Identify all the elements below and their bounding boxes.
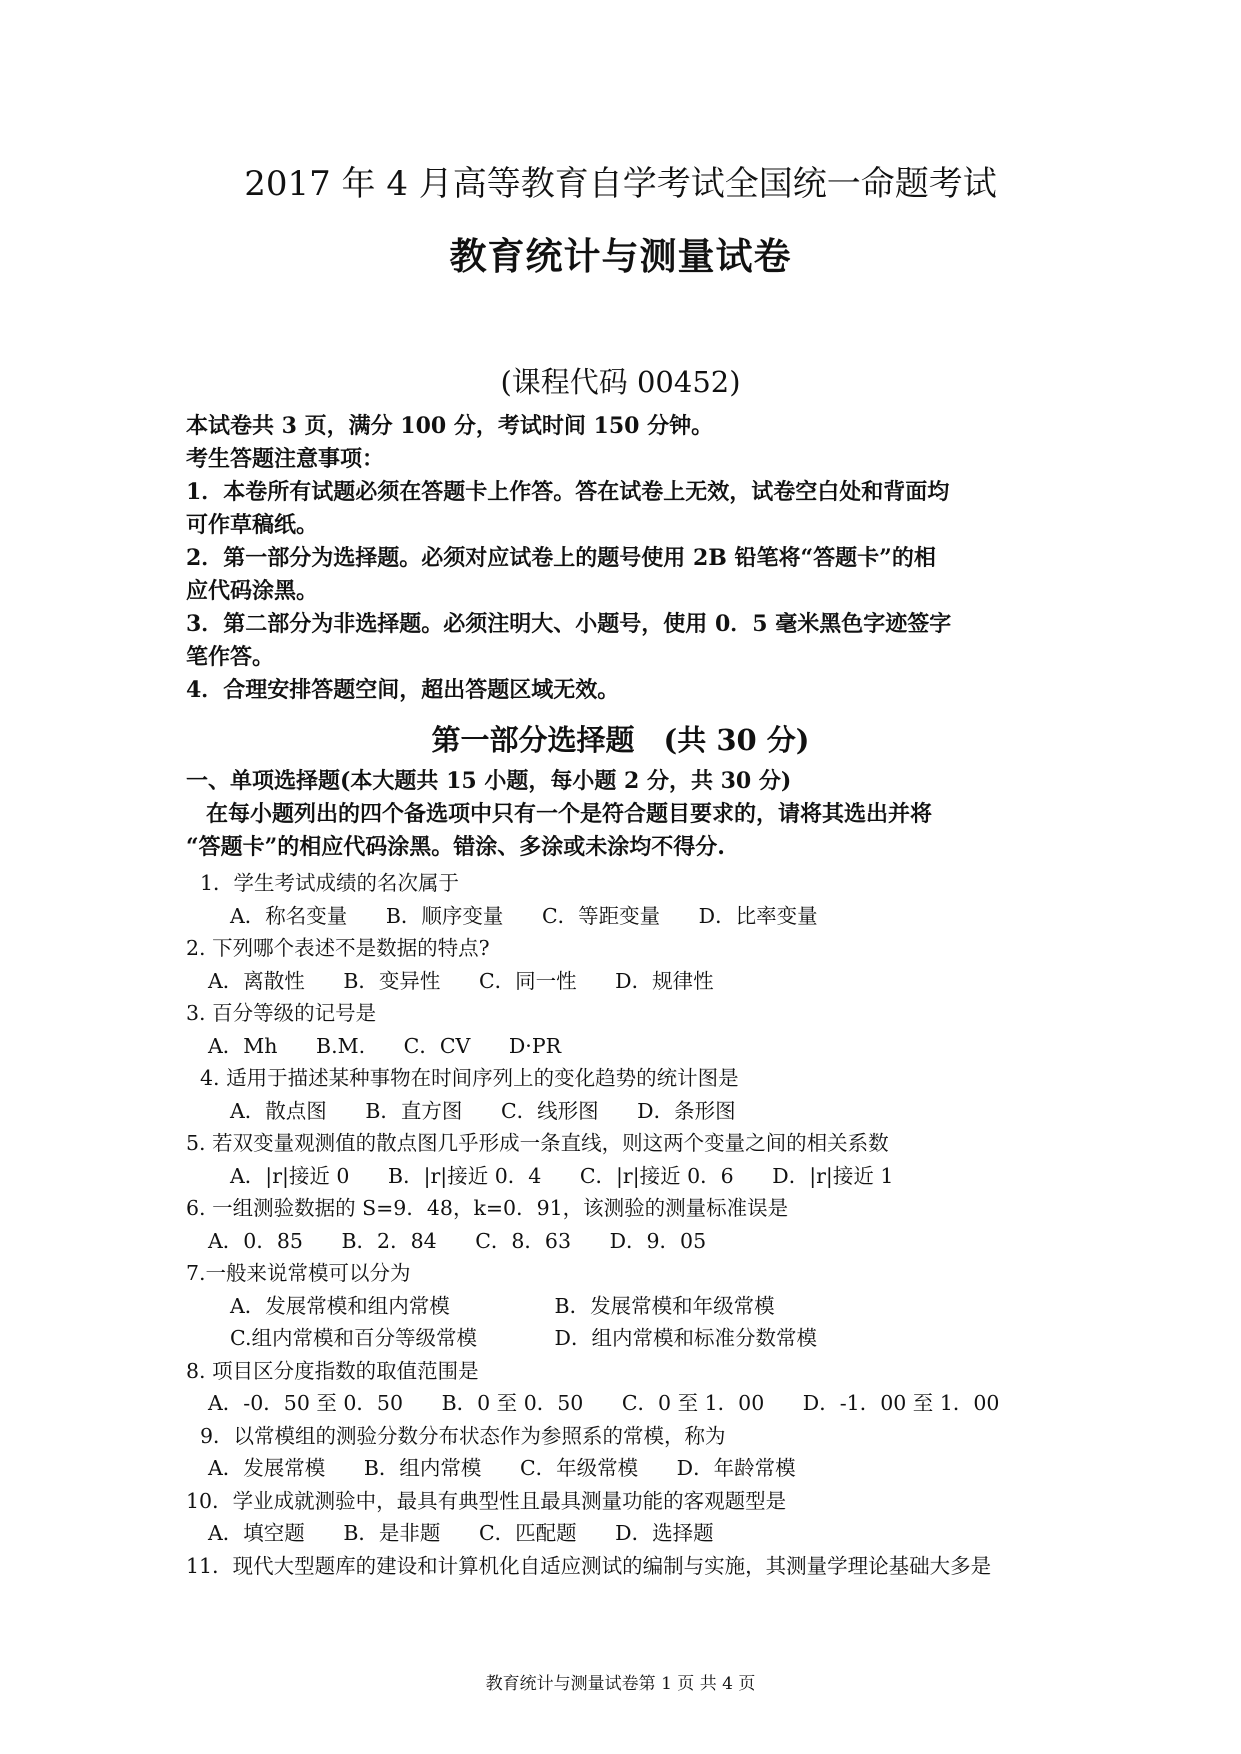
option: C．CV [403,1033,471,1058]
option: D．组内常模和标准分数常模 [554,1326,817,1350]
section-instruction: “答题卡”的相应代码涂黑。错涂、多涂或未涂均不得分. [186,834,725,860]
option: B．0 至 0．50 [441,1391,584,1415]
option-row [186,1322,1066,1355]
question-list [186,867,1066,1582]
course-code: (课程代码 00452) [500,365,741,399]
option: C．8．63 [475,1228,572,1253]
option: B．2．84 [341,1228,437,1253]
option: B．顺序变量 [385,903,504,928]
option: A．发展常模和组内常模 [230,1293,450,1318]
exam-subtitle: 教育统计与测量试卷 [449,234,792,278]
option: D．规律性 [615,968,714,993]
option: B.M. [316,1033,366,1058]
option: C．|r|接近 0．6 [579,1163,734,1188]
question-stem: 5. 若双变量观测值的散点图几乎形成一条直线，则这两个变量之间的相关系数 [186,1131,889,1155]
option-row [186,1517,1066,1550]
option: D．|r|接近 1 [772,1163,894,1188]
notes-line: 3．第二部分为非选择题。必须注明大、小题号，使用 0．5 毫米黑色字迹签字 [186,611,952,637]
part-title: 第一部分选择题 (共 30 分) [431,723,810,757]
option-row [186,1290,1066,1323]
option-row [186,1225,1066,1258]
option: B．发展常模和年级常模 [554,1293,775,1318]
option: D．比率变量 [698,903,818,928]
option: A．填空题 [208,1521,305,1545]
page-footer: 教育统计与测量试卷第 1 页 共 4 页 [485,1674,756,1694]
option: C.组内常模和百分等级常模 [230,1326,477,1350]
question-stem: 4. 适用于描述某种事物在时间序列上的变化趋势的统计图是 [200,1066,739,1090]
option: A．Mh [208,1033,278,1058]
question-stem: 6. 一组测验数据的 S=9．48，k=0．91，该测验的测量标准误是 [186,1196,789,1220]
option: B．|r|接近 0．4 [388,1163,542,1188]
question-stem: 3. 百分等级的记号是 [186,1001,377,1025]
option: A．-0．50 至 0．50 [208,1391,404,1415]
option: B．组内常模 [363,1456,482,1480]
option: C．匹配题 [478,1521,577,1545]
option: C．同一性 [478,968,577,993]
exam-title: 2017 年 4 月高等教育自学考试全国统一命题考试 [244,164,997,204]
option: C．线形图 [500,1098,599,1123]
option: A．称名变量 [230,903,348,928]
notes-line: 4．合理安排答题空间，超出答题区域无效。 [186,677,620,703]
question-stem: 1．学生考试成绩的名次属于 [200,871,460,895]
question-stem: 2. 下列哪个表述不是数据的特点? [186,936,490,960]
option: D．9．05 [609,1228,707,1253]
option-row [186,1160,1066,1193]
option: C．年级常模 [519,1456,639,1480]
option: D·PR [508,1033,562,1058]
question-stem: 10．学业成就测验中，最具有典型性且最具测量功能的客观题型是 [186,1488,787,1513]
notes-line: 可作草稿纸。 [186,512,319,538]
option-row [186,1095,1066,1128]
option-row [186,1387,1066,1420]
option: A．发展常模 [208,1456,326,1480]
notes-line: 1．本卷所有试题必须在答题卡上作答。答在试卷上无效，试卷空白处和背面均 [186,479,950,505]
option: A．0．85 [208,1228,303,1253]
notes-line: 本试卷共 3 页，满分 100 分，考试时间 150 分钟。 [186,413,714,439]
option: D．条形图 [637,1098,736,1123]
option: A．|r|接近 0 [230,1163,350,1188]
section-head: 一、单项选择题(本大题共 15 小题，每小题 2 分，共 30 分) [186,768,792,794]
question-stem: 8. 项目区分度指数的取值范围是 [186,1358,479,1383]
notes-line: 考生答题注意事项： [186,446,385,472]
notes-line: 2．第一部分为选择题。必须对应试卷上的题号使用 2B 铅笔将“答题卡”的相 [186,545,936,571]
section-header [186,765,1066,864]
notes-line: 笔作答。 [186,644,275,670]
option: B．直方图 [365,1098,463,1123]
option-row [186,1030,1066,1063]
option: C．等距变量 [541,903,661,928]
question-stem: 9．以常模组的测验分数分布状态作为参照系的常模，称为 [200,1423,726,1448]
option: A．离散性 [208,968,305,993]
section-instruction: 在每小题列出的四个备选项中只有一个是符合题目要求的，请将其选出并将 [206,801,933,827]
option-row [186,900,1066,933]
option-row [186,965,1066,998]
option: B．变异性 [343,968,441,993]
exam-notes [186,410,1066,707]
option: D．年龄常模 [676,1456,796,1480]
question-stem: 11．现代大型题库的建设和计算机化自适应测试的编制与实施，其测量学理论基础大多是 [186,1553,992,1578]
option: B．是非题 [343,1521,441,1545]
option: D．-1．00 至 1．00 [802,1391,1000,1415]
option: C．0 至 1．00 [621,1391,765,1415]
option-row [186,1452,1066,1485]
option: D．选择题 [615,1521,714,1545]
question-stem: 7.一般来说常模可以分为 [186,1261,411,1285]
notes-line: 应代码涂黑。 [186,578,319,604]
option: A．散点图 [230,1098,327,1123]
